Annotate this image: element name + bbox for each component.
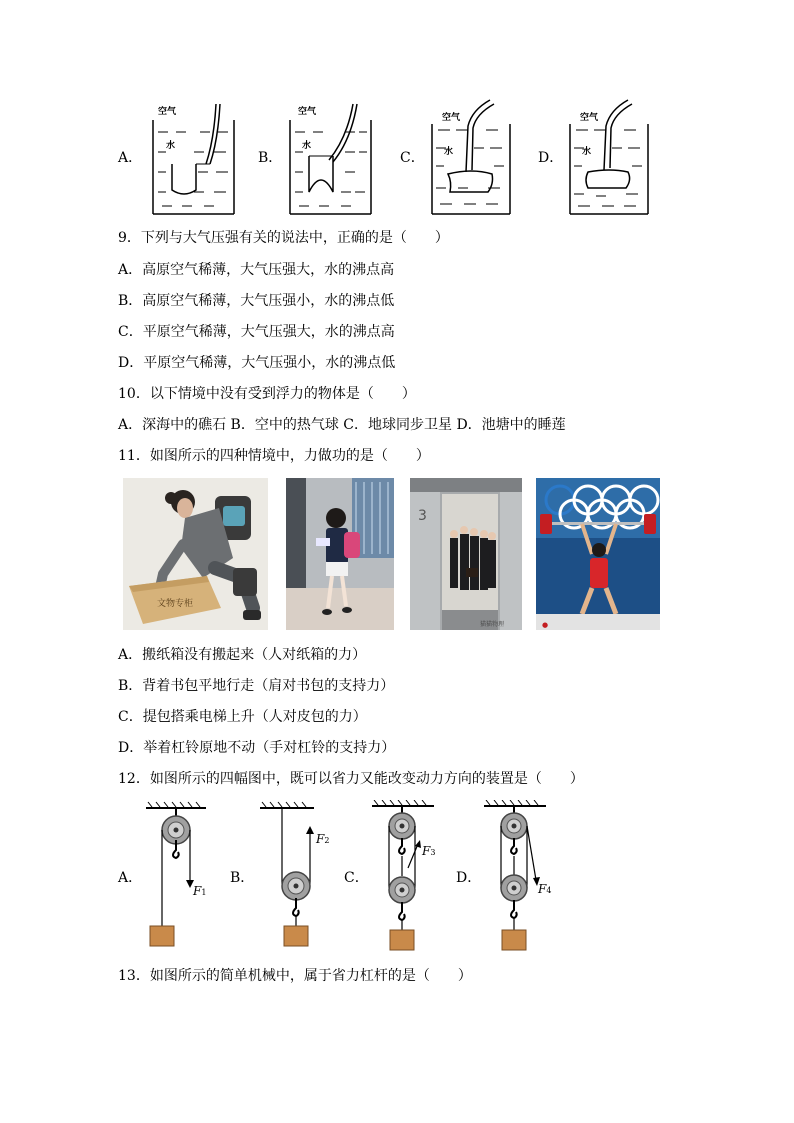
q8-figure-d[interactable] [566,96,652,218]
q11-photo-walking-backpack[interactable] [286,478,394,630]
q11-option-d[interactable]: D．举着杠铃原地不动（手对杠铃的支持力） [118,740,396,756]
q11-photo-elevator[interactable] [410,478,522,630]
q10-stem: 10．以下情境中没有受到浮力的物体是（ ） [118,386,416,402]
q8-a-water-label: 水 [166,141,176,151]
q12-d-force-label: F4 [538,882,552,896]
q9-option-d[interactable]: D．平原空气稀薄，大气压强小，水的沸点低 [118,355,396,371]
q8-option-a-label: A． [118,150,143,166]
q10-options[interactable]: A．深海中的礁石 B．空中的热气球 C．地球同步卫星 D．池塘中的睡莲 [118,417,566,433]
svg-text:3: 3 [418,508,427,524]
q11-option-b[interactable]: B．背着书包平地行走（肩对书包的支持力） [118,678,395,694]
q11-photo-watermark: 猫猫物理 [480,621,505,628]
q12-a-force-label: F1 [193,884,207,898]
q8-option-d-label: D． [538,150,564,166]
q9-option-c[interactable]: C．平原空气稀薄，大气压强大，水的沸点高 [118,324,395,340]
q11-photo-lifting-box[interactable] [123,478,268,630]
q12-option-b-label: B． [230,870,255,886]
q8-c-water-label: 水 [444,147,454,157]
q8-d-water-label: 水 [582,147,592,157]
q12-pulley-d[interactable] [478,800,558,952]
q12-pulley-c[interactable] [366,800,446,952]
q11-photo-weightlifter[interactable] [536,478,660,630]
q8-figure-a[interactable] [148,100,238,218]
q11-stem: 11．如图所示的四种情境中，力做功的是（ ） [118,448,430,464]
q11-option-c[interactable]: C．提包搭乘电梯上升（人对皮包的力） [118,709,367,725]
q8-figure-c[interactable] [428,96,514,218]
q8-a-air-label: 空气 [158,107,177,117]
q12-stem: 12．如图所示的四幅图中，既可以省力又能改变动力方向的装置是（ ） [118,771,584,787]
q8-b-water-label: 水 [302,141,312,151]
q12-pulley-a[interactable] [140,800,220,952]
q12-option-d-label: D． [456,870,482,886]
q12-b-force-label: F2 [316,832,330,846]
q9-option-a[interactable]: A．高原空气稀薄，大气压强大，水的沸点高 [118,262,395,278]
q9-stem: 9．下列与大气压强有关的说法中，正确的是（ ） [118,230,449,246]
svg-text:●: ● [542,621,549,629]
q8-option-b-label: B． [258,150,283,166]
q11-box-text: 文物专柜 [157,599,194,609]
q9-option-b[interactable]: B．高原空气稀薄，大气压强小，水的沸点低 [118,293,395,309]
q11-option-a[interactable]: A．搬纸箱没有搬起来（人对纸箱的力） [118,647,367,663]
q8-b-air-label: 空气 [298,107,317,117]
q8-figure-b[interactable] [285,100,375,218]
q12-pulley-b[interactable] [254,800,334,952]
q8-c-air-label: 空气 [442,113,461,123]
q13-stem: 13．如图所示的简单机械中，属于省力杠杆的是（ ） [118,968,472,984]
q12-c-force-label: F3 [422,844,436,858]
q12-option-c-label: C． [344,870,369,886]
q8-option-c-label: C． [400,150,425,166]
q8-d-air-label: 空气 [580,113,599,123]
q12-option-a-label: A． [118,870,143,886]
